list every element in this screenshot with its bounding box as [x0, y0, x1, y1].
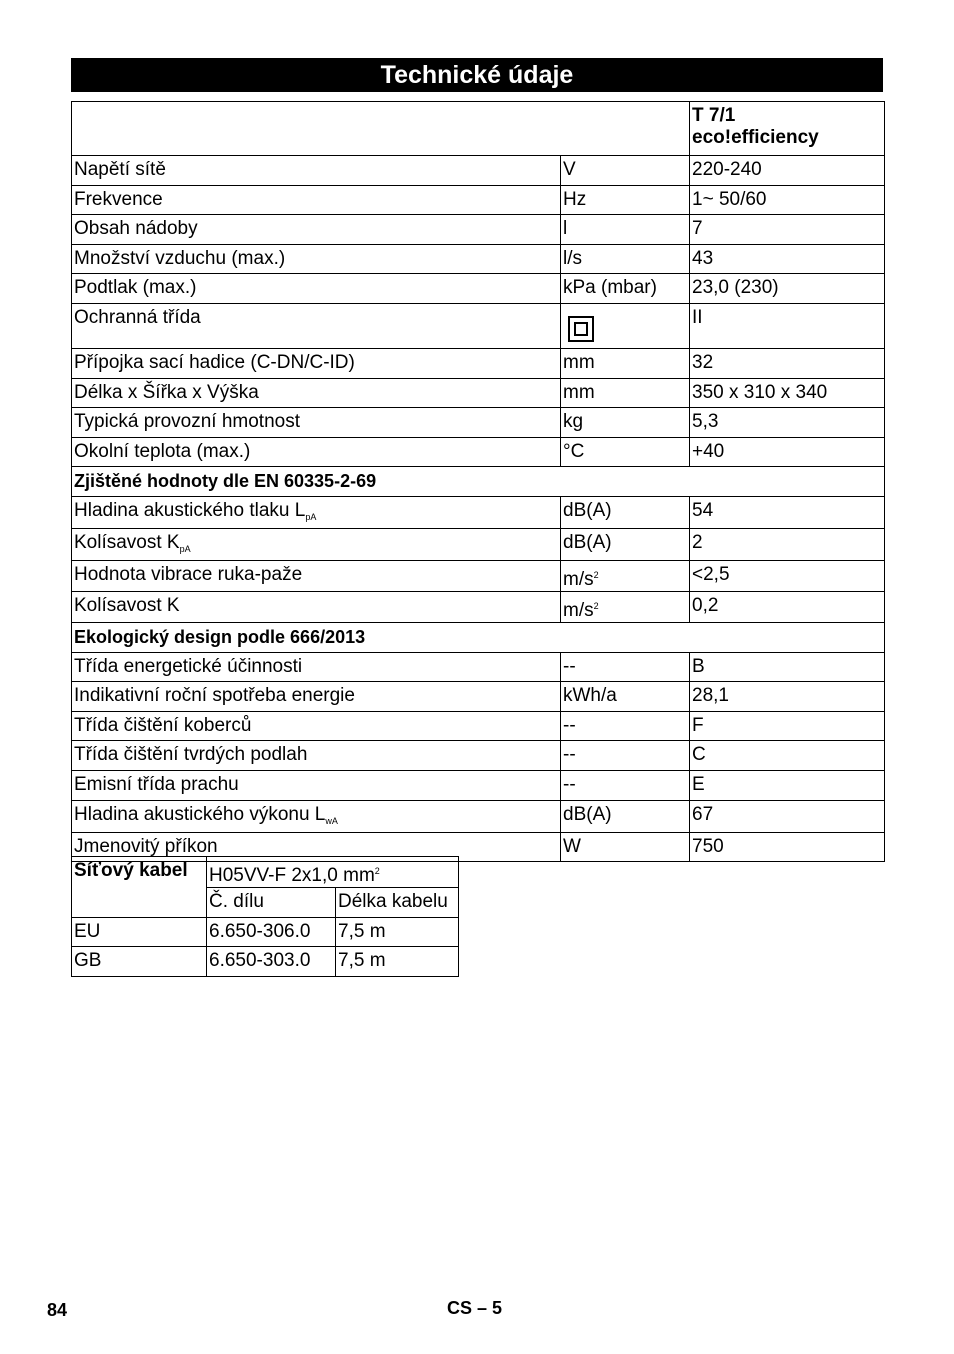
- cable-type-sup: 2: [374, 866, 380, 876]
- spec-value: 5,3: [690, 408, 885, 438]
- spec-label: [72, 741, 561, 771]
- spec-table: [71, 101, 885, 862]
- page-number: 84: [47, 1300, 68, 1320]
- spec-label: [72, 682, 561, 712]
- spec-label: Přípojka sací hadice (C-DN/C-ID): [72, 348, 561, 378]
- spec-row: [72, 496, 885, 528]
- spec-unit-text: --: [563, 714, 576, 736]
- spec-label: [72, 528, 561, 560]
- spec-label-sub: pA: [179, 543, 191, 554]
- spec-label: [72, 800, 561, 832]
- spec-unit-sup: 2: [593, 600, 599, 611]
- spec-unit-text: dB(A): [563, 499, 612, 521]
- spec-label-text: Třída energetické účinnosti: [74, 655, 303, 677]
- spec-label: [72, 560, 561, 591]
- spec-value: 23,0 (230): [690, 274, 885, 304]
- spec-unit: [561, 303, 690, 348]
- spec-value: C: [690, 741, 885, 771]
- spec-value: 32: [690, 348, 885, 378]
- spec-value: 7: [690, 215, 885, 245]
- spec-row: [72, 274, 885, 304]
- section-reference: CS – 5: [447, 1298, 503, 1318]
- spec-label: Délka x Šířka x Výška: [72, 378, 561, 408]
- spec-unit: [561, 770, 690, 800]
- spec-label: [72, 652, 561, 682]
- spec-unit: [561, 496, 690, 528]
- spec-unit: °C: [561, 437, 690, 467]
- spec-row: [72, 711, 885, 741]
- spec-value: 350 x 310 x 340: [690, 378, 885, 408]
- cable-part: 6.650-306.0: [207, 917, 336, 947]
- spec-value: 1~ 50/60: [690, 185, 885, 215]
- spec-unit: l: [561, 215, 690, 245]
- spec-header-empty: [72, 102, 690, 156]
- spec-label: Napětí sítě: [72, 156, 561, 186]
- spec-row-protection: [72, 303, 885, 348]
- spec-value: II: [690, 303, 885, 348]
- spec-value: 54: [690, 496, 885, 528]
- spec-unit: [561, 682, 690, 712]
- model-line-1: T 7/1: [692, 105, 736, 126]
- cable-col-part: Č. dílu: [207, 888, 336, 918]
- spec-label: Typická provozní hmotnost: [72, 408, 561, 438]
- cable-col-length: Délka kabelu: [336, 888, 459, 918]
- cable-region: GB: [72, 947, 207, 977]
- spec-unit: kg: [561, 408, 690, 438]
- spec-unit: V: [561, 156, 690, 186]
- spec-row: [72, 528, 885, 560]
- spec-unit-text: --: [563, 773, 576, 795]
- spec-unit-text: --: [563, 744, 576, 766]
- spec-unit-text: m/s: [563, 599, 594, 621]
- spec-row: [72, 591, 885, 622]
- spec-row: [72, 800, 885, 832]
- spec-row: [72, 408, 885, 438]
- spec-value: F: [690, 711, 885, 741]
- section-heading-measured: Zjištěné hodnoty dle EN 60335-2-69: [72, 467, 885, 497]
- section-row: [72, 467, 885, 497]
- cable-table: [71, 856, 459, 977]
- spec-unit-text: dB(A): [563, 531, 612, 553]
- spec-label: Množství vzduchu (max.): [72, 244, 561, 274]
- section-heading-ecodesign: Ekologický design podle 666/2013: [72, 622, 885, 652]
- spec-label-text: Třída čištění tvrdých podlah: [74, 744, 308, 766]
- spec-label-text: Hladina akustického výkonu L: [74, 803, 326, 825]
- spec-unit: [561, 560, 690, 591]
- spec-row: [72, 560, 885, 591]
- spec-unit: [561, 711, 690, 741]
- cable-label: Síťový kabel: [72, 857, 207, 918]
- spec-value: 220-240: [690, 156, 885, 186]
- spec-value: 0,2: [690, 591, 885, 622]
- spec-label-text: Indikativní roční spotřeba energie: [74, 685, 355, 707]
- spec-unit: Hz: [561, 185, 690, 215]
- spec-unit: l/s: [561, 244, 690, 274]
- spec-unit-text: --: [563, 655, 576, 677]
- model-name: [690, 102, 885, 156]
- cable-row-header: [72, 857, 459, 888]
- spec-unit: [561, 652, 690, 682]
- spec-unit: mm: [561, 348, 690, 378]
- spec-row: [72, 437, 885, 467]
- section-row: [72, 622, 885, 652]
- model-line-2: eco!efficiency: [692, 127, 819, 148]
- spec-row: [72, 244, 885, 274]
- spec-label-text: Kolísavost K: [74, 594, 180, 616]
- spec-row: [72, 741, 885, 771]
- cable-row: [72, 917, 459, 947]
- spec-unit: kPa (mbar): [561, 274, 690, 304]
- spec-value: 750: [690, 832, 885, 862]
- spec-label-text: Jmenovitý příkon: [74, 835, 218, 857]
- spec-unit-text: dB(A): [563, 803, 612, 825]
- spec-unit: [561, 528, 690, 560]
- spec-label: Ochranná třída: [72, 303, 561, 348]
- spec-label: Obsah nádoby: [72, 215, 561, 245]
- spec-value: 28,1: [690, 682, 885, 712]
- spec-unit: [561, 591, 690, 622]
- cable-length: 7,5 m: [336, 947, 459, 977]
- spec-unit: [561, 832, 690, 862]
- cable-length: 7,5 m: [336, 917, 459, 947]
- spec-row: [72, 652, 885, 682]
- spec-unit-text: m/s: [563, 568, 594, 590]
- spec-row: [72, 682, 885, 712]
- spec-value: +40: [690, 437, 885, 467]
- spec-label-text: Třída čištění koberců: [74, 714, 252, 736]
- spec-label-text: Hodnota vibrace ruka-paže: [74, 563, 303, 585]
- spec-label: Okolní teplota (max.): [72, 437, 561, 467]
- spec-value: 67: [690, 800, 885, 832]
- cable-type: [207, 857, 459, 888]
- spec-value: 43: [690, 244, 885, 274]
- cable-region: EU: [72, 917, 207, 947]
- page-title: Technické údaje: [71, 58, 883, 92]
- spec-row: [72, 348, 885, 378]
- spec-row: [72, 156, 885, 186]
- spec-value: E: [690, 770, 885, 800]
- spec-value: <2,5: [690, 560, 885, 591]
- cable-row: [72, 947, 459, 977]
- spec-unit: [561, 800, 690, 832]
- protection-class-ii-icon: [568, 316, 594, 342]
- spec-label-text: Emisní třída prachu: [74, 773, 239, 795]
- spec-value: B: [690, 652, 885, 682]
- spec-label-text: Kolísavost K: [74, 531, 180, 553]
- spec-row: [72, 215, 885, 245]
- spec-label: [72, 496, 561, 528]
- spec-unit-text: kWh/a: [563, 685, 617, 707]
- spec-label: Podtlak (max.): [72, 274, 561, 304]
- spec-label-text: Hladina akustického tlaku L: [74, 499, 306, 521]
- spec-header-row: [72, 102, 885, 156]
- cable-type-text: H05VV-F 2x1,0 mm: [209, 865, 375, 886]
- spec-label: [72, 591, 561, 622]
- spec-row: [72, 185, 885, 215]
- cable-part: 6.650-303.0: [207, 947, 336, 977]
- spec-row: [72, 770, 885, 800]
- spec-label: [72, 711, 561, 741]
- spec-label-sub: wA: [325, 815, 338, 826]
- spec-unit-sup: 2: [593, 569, 599, 580]
- spec-label-sub: pA: [305, 511, 317, 522]
- spec-label: Frekvence: [72, 185, 561, 215]
- spec-label: [72, 770, 561, 800]
- spec-unit: mm: [561, 378, 690, 408]
- spec-unit-text: W: [563, 835, 581, 857]
- spec-value: 2: [690, 528, 885, 560]
- spec-unit: [561, 741, 690, 771]
- spec-row: [72, 378, 885, 408]
